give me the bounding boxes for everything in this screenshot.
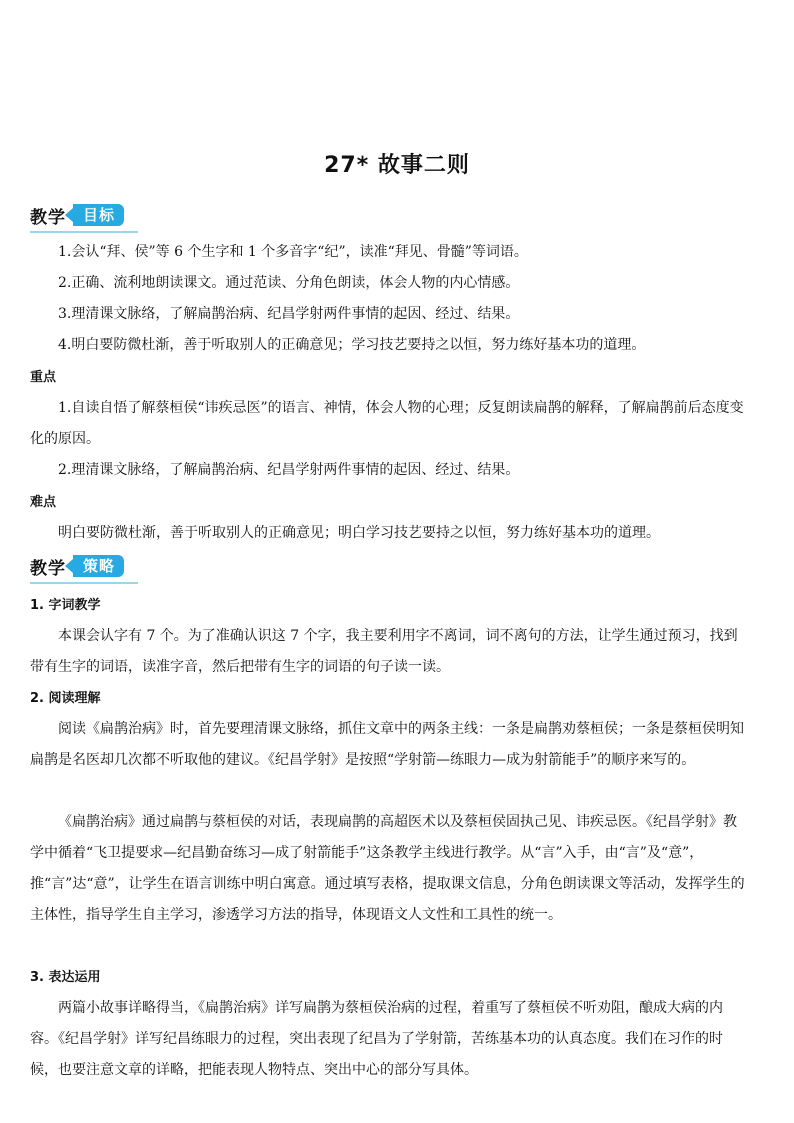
strategy-s1-text: 本课会认字有 7 个。为了准确认识这 7 个字，我主要利用字不离词，词不离句的方法，让学生通过预习，找到带有生字的词语，读准字音，然后把带有生字的词语的句子读一读。 — [30, 628, 738, 675]
strategy-s1-title: 1. 字词教学 — [30, 598, 101, 613]
goal-item: 1.会认“拜、侯”等 6 个生字和 1 个多音字“纪”，读准“拜见、骨髓”等词语。 — [58, 244, 528, 260]
key-points-label: 重点 — [30, 370, 57, 385]
goal-item: 3.理清课文脉络，了解扁鹊治病、纪昌学射两件事情的起因、经过、结果。 — [58, 306, 520, 322]
difficulty-label: 难点 — [30, 495, 57, 510]
strategy-s3-text: 两篇小故事详略得当，《扁鹊治病》详写扁鹊为蔡桓侯治病的过程，着重写了蔡桓侯不听劝阻，酿成大病的内容。《纪昌学射》详写纪昌练眼力的过程，突出表现了纪昌为了学射箭，苦练基本功的认真态度。我们在习作的时候，也要注意文章的详略，把能表现人物特点、突出中心的部分写具体。 — [30, 1000, 723, 1078]
strategy-s2-text1: 阅读《扁鹊治病》时，首先要理清课文脉络，抓住文章中的两条主线：一条是扁鹊劝蔡桓侯；一条是蔡桓侯明知扁鹊是名医却几次都不听取他的建议。《纪昌学射》是按照“学射箭—练眼力—成为射箭能手”的顺序来写的。 — [30, 721, 744, 768]
goal-item: 2.正确、流利地朗读课文。通过范读、分角色朗读，体会人物的内心情感。 — [58, 275, 520, 291]
header-underline — [30, 231, 138, 233]
strategy-header-tag: 策略 — [73, 555, 124, 577]
strategy-s2-title: 2. 阅读理解 — [30, 691, 101, 706]
header-underline — [30, 582, 138, 584]
goals-header-main: 教学 — [30, 207, 66, 228]
key-point-item: 2.理清课文脉络，了解扁鹊治病、纪昌学射两件事情的起因、经过、结果。 — [58, 462, 520, 478]
goals-section-header — [30, 200, 124, 230]
goal-item: 4.明白要防微杜渐，善于听取别人的正确意见；学习技艺要持之以恒，努力练好基本功的道理。 — [58, 337, 646, 353]
goals-header-tag: 目标 — [73, 204, 124, 226]
strategy-section-header — [30, 551, 124, 581]
key-point-item: 1.自读自悟了解蔡桓侯“讳疾忌医”的语言、神情，体会人物的心理；反复朗读扁鹊的解释，了解扁鹊前后态度变化的原因。 — [30, 400, 744, 447]
page-title: 27* 故事二则 — [324, 153, 470, 178]
strategy-s3-title: 3. 表达运用 — [30, 970, 101, 985]
strategy-s2-text2: 《扁鹊治病》通过扁鹊与蔡桓侯的对话，表现扁鹊的高超医术以及蔡桓侯固执己见、讳疾忌医。《纪昌学射》教学中循着“飞卫提要求—纪昌勤奋练习—成了射箭能手”这条教学主线进行教学。从“言”入手，由“言”及“意”，推“言”达“意”，让学生在语言训练中明白寓意。通过填写表格，提取课文信息，分角色朗读课文等活动，发挥学生的主体性，指导学生自主学习，渗透学习方法的指导，体现语文人文性和工具性的统一。 — [30, 814, 745, 923]
strategy-header-main: 教学 — [30, 558, 66, 579]
difficulty-text: 明白要防微杜渐，善于听取别人的正确意见；明白学习技艺要持之以恒，努力练好基本功的道理。 — [58, 525, 660, 541]
